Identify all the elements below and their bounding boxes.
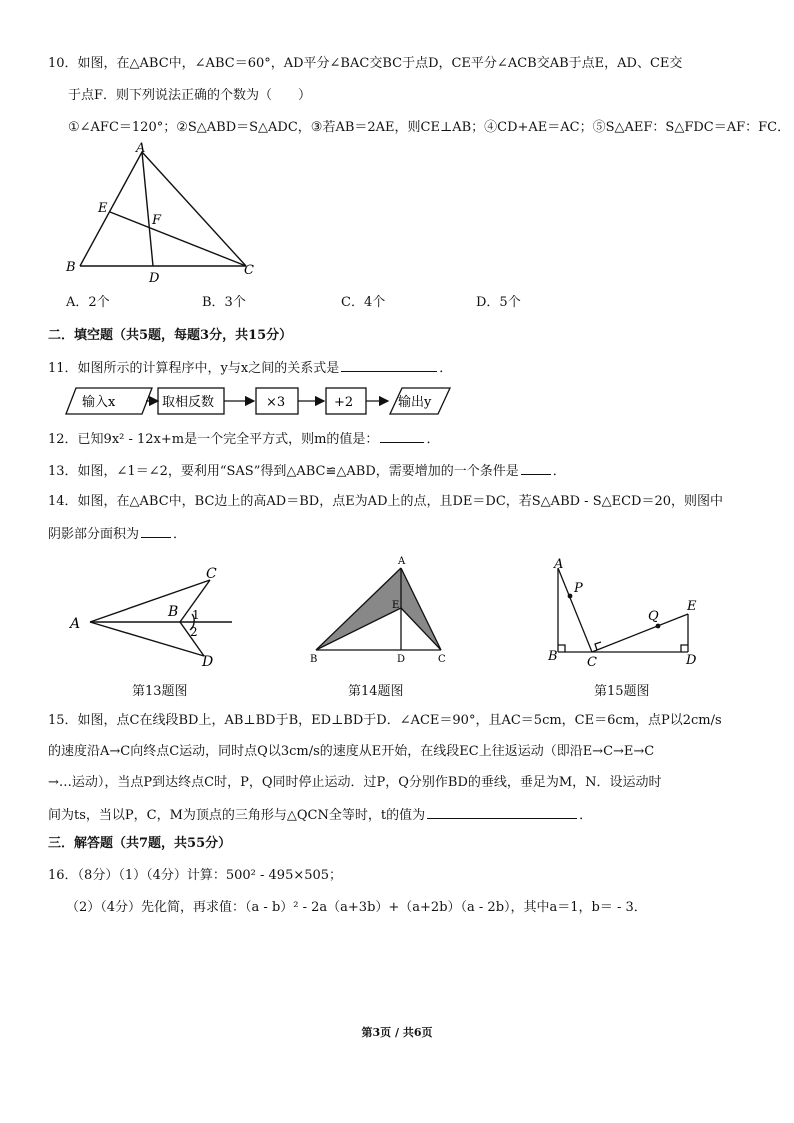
fig13-caption: 第13题图	[132, 684, 188, 699]
fig15-label-c: C	[587, 655, 597, 668]
q15-line1: 15．如图，点C在线段BD上，AB⊥BD于B，ED⊥BD于D．∠ACE＝90°，且AC＝5cm，CE＝6cm，点P以2cm/s	[48, 713, 722, 728]
page-footer: 第3页 / 共6页	[361, 1026, 433, 1039]
q15-line2: 的速度沿A→C向终点C运动，同时点Q以3cm/s的速度从E开始，在线段EC上往返运动（即沿E→C→E→C	[48, 744, 655, 759]
q10-line2: 于点F．则下列说法正确的个数为（ ）	[68, 88, 312, 103]
q10-option-c: C．4个	[341, 295, 386, 310]
label-b: B	[66, 260, 76, 275]
fig14-figure	[304, 554, 454, 666]
fig13-label-2: 2	[190, 625, 198, 639]
q12-text: 12．已知9x² - 12x+m是一个完全平方式，则m的值是： ．	[48, 428, 439, 450]
fig14-label-d: D	[397, 654, 406, 665]
q10-triangle-figure	[60, 140, 270, 285]
label-c: C	[244, 263, 254, 278]
q14-line2: 阴影部分面积为 ．	[48, 523, 186, 545]
bisector-ce	[110, 212, 246, 266]
fig13-label-c: C	[206, 566, 217, 582]
fig13-label-b: B	[168, 604, 179, 620]
fig13-figure	[64, 560, 244, 672]
q15-line4: 间为ts，当以P，C，M为顶点的三角形与△QCN全等时，t的值为 ．	[48, 804, 592, 826]
label-a: A	[136, 141, 146, 156]
q10-option-a: A．2个	[66, 295, 110, 310]
q10-line1: 10．如图，在△ABC中，∠ABC＝60°，AD平分∠BAC交BC于点D，CE平分∠ACB交AB于点E，AD、CE交	[48, 56, 683, 71]
side-ab	[80, 152, 142, 266]
fig14-caption: 第14题图	[348, 684, 404, 699]
flow-plus2-label: +2	[334, 395, 354, 410]
q13-text: 13．如图，∠1＝∠2，要利用“SAS”得到△ABC≌△ABD，需要增加的一个条件是 ．	[48, 460, 566, 482]
fig15-label-d: D	[686, 653, 697, 668]
fig15-label-b: B	[548, 649, 558, 664]
fig13-label-1: 1	[192, 608, 200, 622]
fig14-label-c: C	[438, 654, 446, 665]
flow-output-label: 输出y	[398, 395, 432, 410]
q10-option-b: B．3个	[202, 295, 246, 310]
fig13-label-d: D	[202, 654, 214, 670]
q11-flowchart	[62, 384, 452, 420]
label-e: E	[98, 201, 108, 216]
fig15-label-a: A	[554, 557, 564, 572]
fig14-label-b: B	[310, 654, 318, 665]
flow-negate-label: 取相反数	[162, 395, 215, 410]
fig15-label-p: P	[574, 581, 583, 596]
fig15-label-e: E	[687, 599, 697, 614]
label-f: F	[152, 213, 162, 228]
q10-option-d: D．5个	[476, 295, 521, 310]
side-ac	[142, 152, 246, 266]
fig14-label-e: E	[392, 600, 400, 611]
point-p	[568, 594, 573, 599]
fig15-figure	[540, 556, 710, 668]
label-d: D	[149, 271, 160, 285]
flow-times3-label: ×3	[266, 395, 286, 410]
q16-line1: 16．（8分）（1）（4分）计算：500² - 495×505；	[48, 868, 343, 883]
q14-line1: 14．如图，在△ABC中，BC边上的高AD＝BD，点E为AD上的点，且DE＝DC，若S△ABD - S△ECD＝20，则图中	[48, 494, 724, 509]
fig15-label-q: Q	[648, 609, 659, 624]
q11-text: 11．如图所示的计算程序中，y与x之间的关系式是 ．	[48, 357, 452, 379]
fig15-caption: 第15题图	[594, 684, 650, 699]
section3-heading: 三．解答题（共7题，共55分）	[48, 836, 232, 851]
section2-heading: 二．填空题（共5题，每题3分，共15分）	[48, 328, 293, 343]
bisector-ad	[142, 152, 153, 266]
q16-line2: （2）（4分）先化简，再求值：（a - b）² - 2a（a+3b）+（a+2b）（a - 2b），其中a＝1，b＝ - 3．	[66, 900, 647, 915]
flow-input-label: 输入x	[82, 395, 116, 410]
fig13-label-a: A	[70, 616, 81, 632]
q10-line3: ①∠AFC＝120°；②S△ABD＝S△ADC，③若AB＝2AE，则CE⊥AB；④CD+AE＝AC；⑤S△AEF：S△FDC＝AF：FC．	[68, 120, 791, 135]
fig14-label-a: A	[398, 556, 406, 567]
q15-line3: →…运动），当点P到达终点C时，P，Q同时停止运动．过P，Q分别作BD的垂线，垂足为M，N．设运动时	[48, 775, 662, 790]
point-q	[656, 624, 661, 629]
